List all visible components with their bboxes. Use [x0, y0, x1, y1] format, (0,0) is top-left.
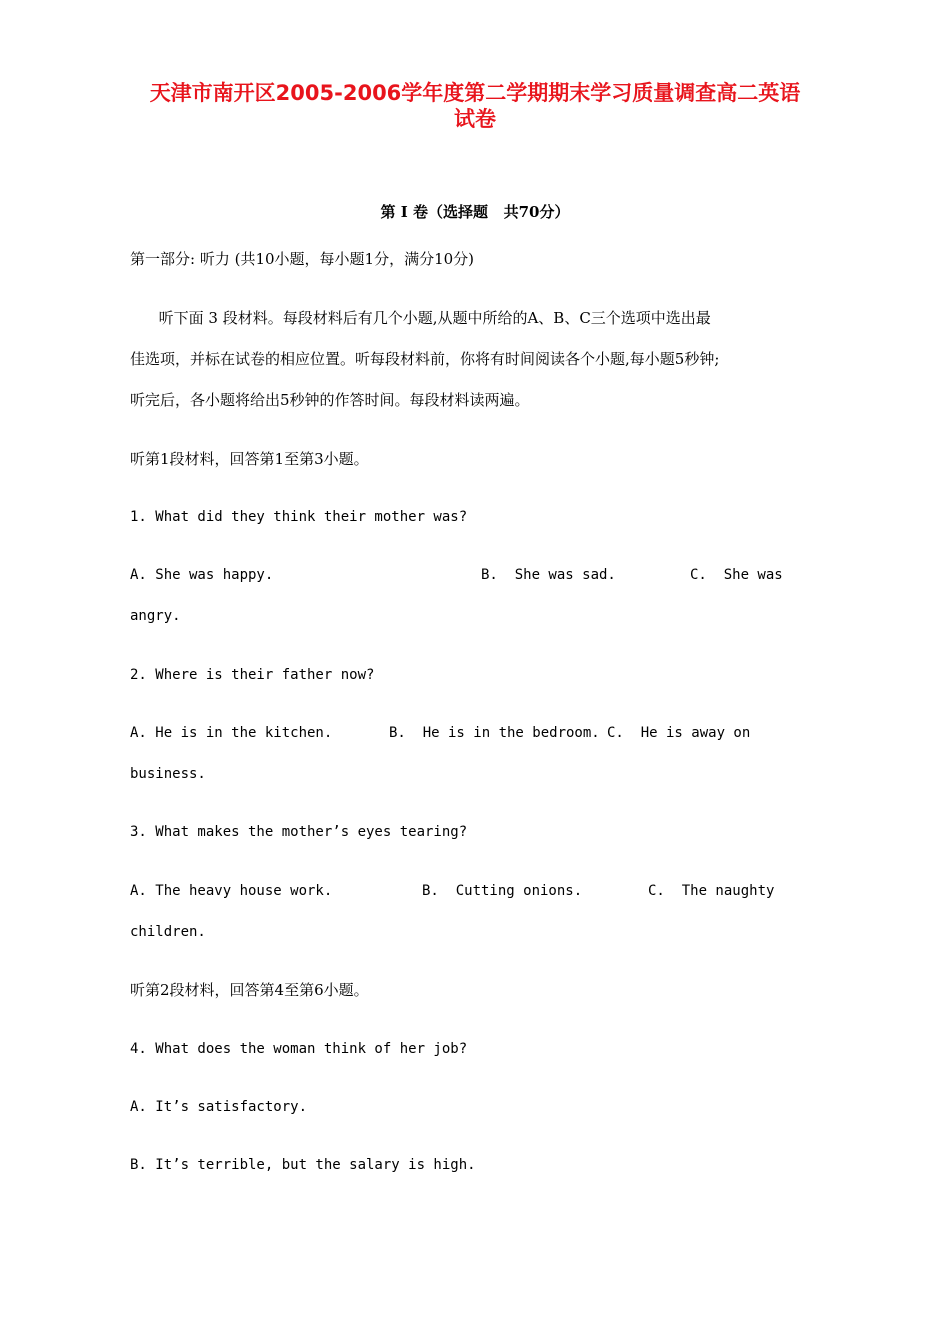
- question-3-option-c: C. The naughty: [648, 883, 775, 899]
- question-3-option-c-continued: children.: [130, 924, 206, 940]
- question-1-option-a: A. She was happy.: [130, 567, 274, 583]
- question-4-option-a: A. It’s satisfactory.: [130, 1099, 308, 1115]
- document-title: [120, 80, 830, 132]
- question-4: 4. What does the woman think of her job?: [130, 1041, 468, 1057]
- question-1-option-c-continued: angry.: [130, 608, 181, 624]
- question-2-option-b: B. He is in the bedroom.: [389, 725, 600, 741]
- question-2-option-c-continued: business.: [130, 766, 206, 782]
- question-3-option-b: B. Cutting onions.: [422, 883, 583, 899]
- question-2-option-a: A. He is in the kitchen.: [130, 725, 333, 741]
- instructions-line-2: 佳选项，并标在试卷的相应位置。听每段材料前，你将有时间阅读各个小题,每小题5秒钟;: [130, 350, 720, 368]
- passage-1-label: 听第1段材料，回答第1至第3小题。: [130, 450, 369, 468]
- question-3-option-a: A. The heavy house work.: [130, 883, 333, 899]
- question-2: 2. Where is their father now?: [130, 667, 375, 683]
- question-1-option-b: B. She was sad.: [481, 567, 616, 583]
- title-line-1: 天津市南开区2005-2006学年度第二学期期末学习质量调查高二英语: [149, 81, 801, 105]
- instructions-line-3: 听完后，各小题将给出5秒钟的作答时间。每段材料读两遍。: [130, 391, 530, 409]
- title-line-2: 试卷: [454, 107, 496, 131]
- question-3: 3. What makes the mother’s eyes tearing?: [130, 824, 468, 840]
- part-one-heading: 第一部分: 听力 (共10小题，每小题1分，满分10分): [130, 250, 475, 268]
- section-heading: 第 I 卷（选择题 共70分）: [380, 203, 570, 221]
- passage-2-label: 听第2段材料，回答第4至第6小题。: [130, 981, 369, 999]
- question-2-option-c: C. He is away on: [607, 725, 751, 741]
- question-4-option-b: B. It’s terrible, but the salary is high.: [130, 1157, 476, 1173]
- question-1: 1. What did they think their mother was?: [130, 509, 468, 525]
- instructions-line-1: 听下面 3 段材料。每段材料后有几个小题,从题中所给的A、B、C三个选项中选出最: [130, 309, 711, 327]
- question-1-option-c: C. She was: [690, 567, 783, 583]
